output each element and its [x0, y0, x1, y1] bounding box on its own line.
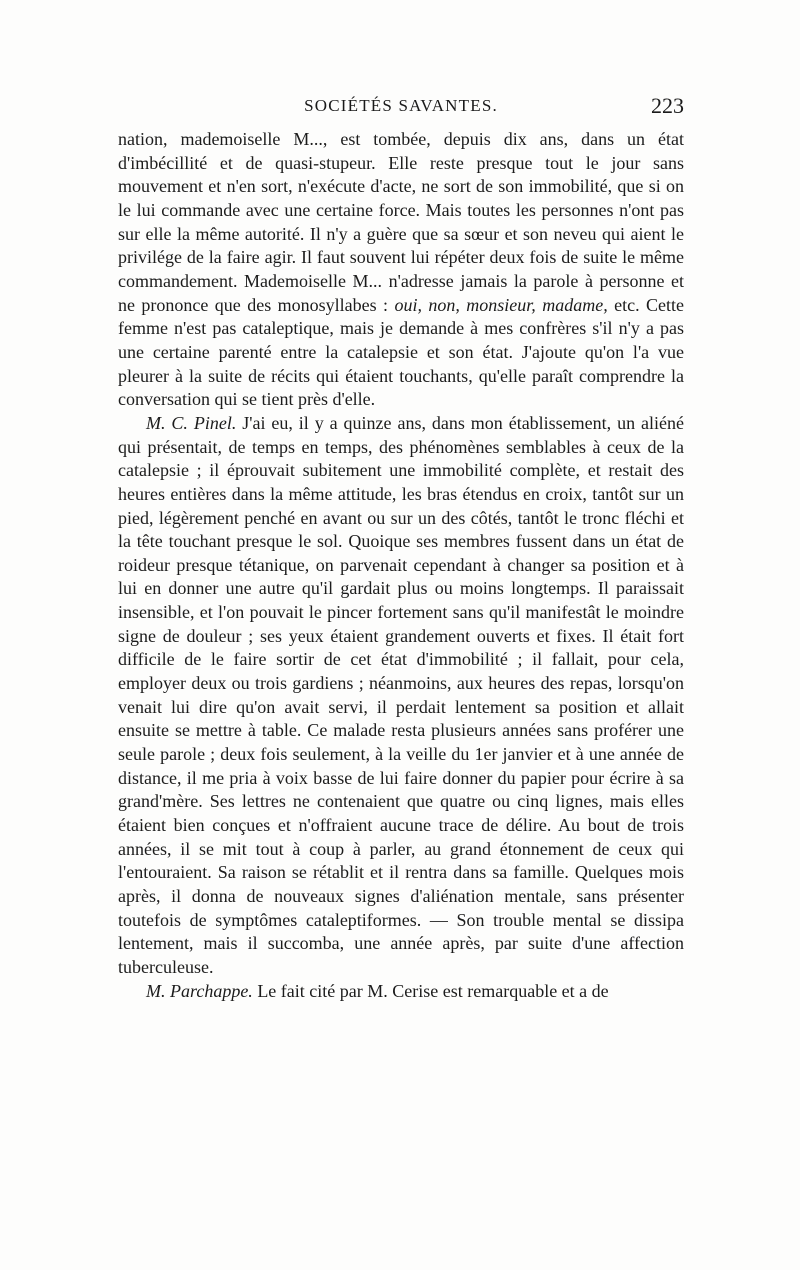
- text-segment: nation, mademoiselle M..., est tombée, depuis dix ans, dans un état d'imbécillité et de quasi-stupeur. Elle reste presque tout le jour sans mouvement et n'en sort, n'exécute d'acte, ne sort de son immobilité, que si on le lui commande avec une certaine force. Mais toutes les personnes n'ont pas sur elle la même autorité. Il n'y a guère que sa sœur et son neveu qui aient le privilége de la faire agir. Il faut souvent lui répéter deux fois de suite le même commandement. Mademoiselle M... n'adresse jamais la parole à personne et ne prononce que des monosyllabes :: [118, 129, 684, 315]
- speaker-name: M. C. Pinel.: [146, 412, 237, 433]
- paragraph-2: [118, 412, 684, 980]
- speaker-name: M. Parchappe.: [146, 980, 253, 1001]
- paragraph-1: [118, 128, 684, 412]
- page-header: [118, 93, 684, 126]
- text-segment: etc. Cette femme n'est pas cataleptique, mais je demande à mes confrères s'il n'y a pas une certaine parenté entre la catalepsie et son état. J'ajoute qu'on l'a vue pleurer à la suite de récits qui étaient touchants, qu'elle paraît comprendre la conversation qui se tient près d'elle.: [118, 294, 685, 410]
- running-head: SOCIÉTÉS SAVANTES.: [304, 96, 498, 115]
- text-segment: Le fait cité par M. Cerise est remarquable et a de: [252, 980, 609, 1001]
- italic-segment: oui, non, monsieur, madame,: [394, 294, 608, 315]
- paragraph-3: [118, 980, 684, 1004]
- text-segment: J'ai eu, il y a quinze ans, dans mon établissement, un aliéné qui présentait, de temps en temps, des phénomènes semblables à ceux de la catalepsie ; il éprouvait subitement une immobilité complète, et restait des heures entières dans la même attitude, les bras étendus en croix, tantôt sur un pied, légèrement penché en avant ou sur un des côtés, tantôt le tronc fléchi et la tête touchant presque le sol. Quoique ses membres fussent dans un état de roideur presque tétanique, on parvenait cependant à changer sa position et à lui en donner une autre qu'il gardait plus ou moins longtemps. Il paraissait insensible, et l'on pouvait le pincer fortement sans qu'il manifestât le moindre signe de douleur ; ses yeux étaient grandement ouverts et fixes. Il était fort difficile de le faire sortir de cet état d'immobilité ; il fallait, pour cela, employer deux ou trois gardiens ; néanmoins, aux heures des repas, lorsqu'on venait lui dire qu'on avait servi, il perdait lentement sa position et allait ensuite se mettre à table. Ce malade resta plusieurs années sans proférer une seule parole ; deux fois seulement, à la veille du 1er janvier et à une année de distance, il me pria à voix basse de lui faire donner du papier pour écrire à sa grand'mère. Ses lettres ne contenaient que quatre ou cinq lignes, mais elles étaient bien conçues et n'offraient aucune trace de délire. Au bout de trois années, il se mit tout à coup à parler, au grand étonnement de ceux qui l'entouraient. Sa raison se rétablit et il rentra dans sa famille. Quelques mois après, il donna de nouveaux signes d'aliénation mentale, sans présenter toutefois de symptômes cataleptiformes. — Son trouble mental se dissipa lentement, mais il succomba, une année après, par suite d'une affection tuberculeuse.: [118, 412, 684, 977]
- page-number: 223: [651, 93, 684, 118]
- body-text: [118, 128, 684, 1003]
